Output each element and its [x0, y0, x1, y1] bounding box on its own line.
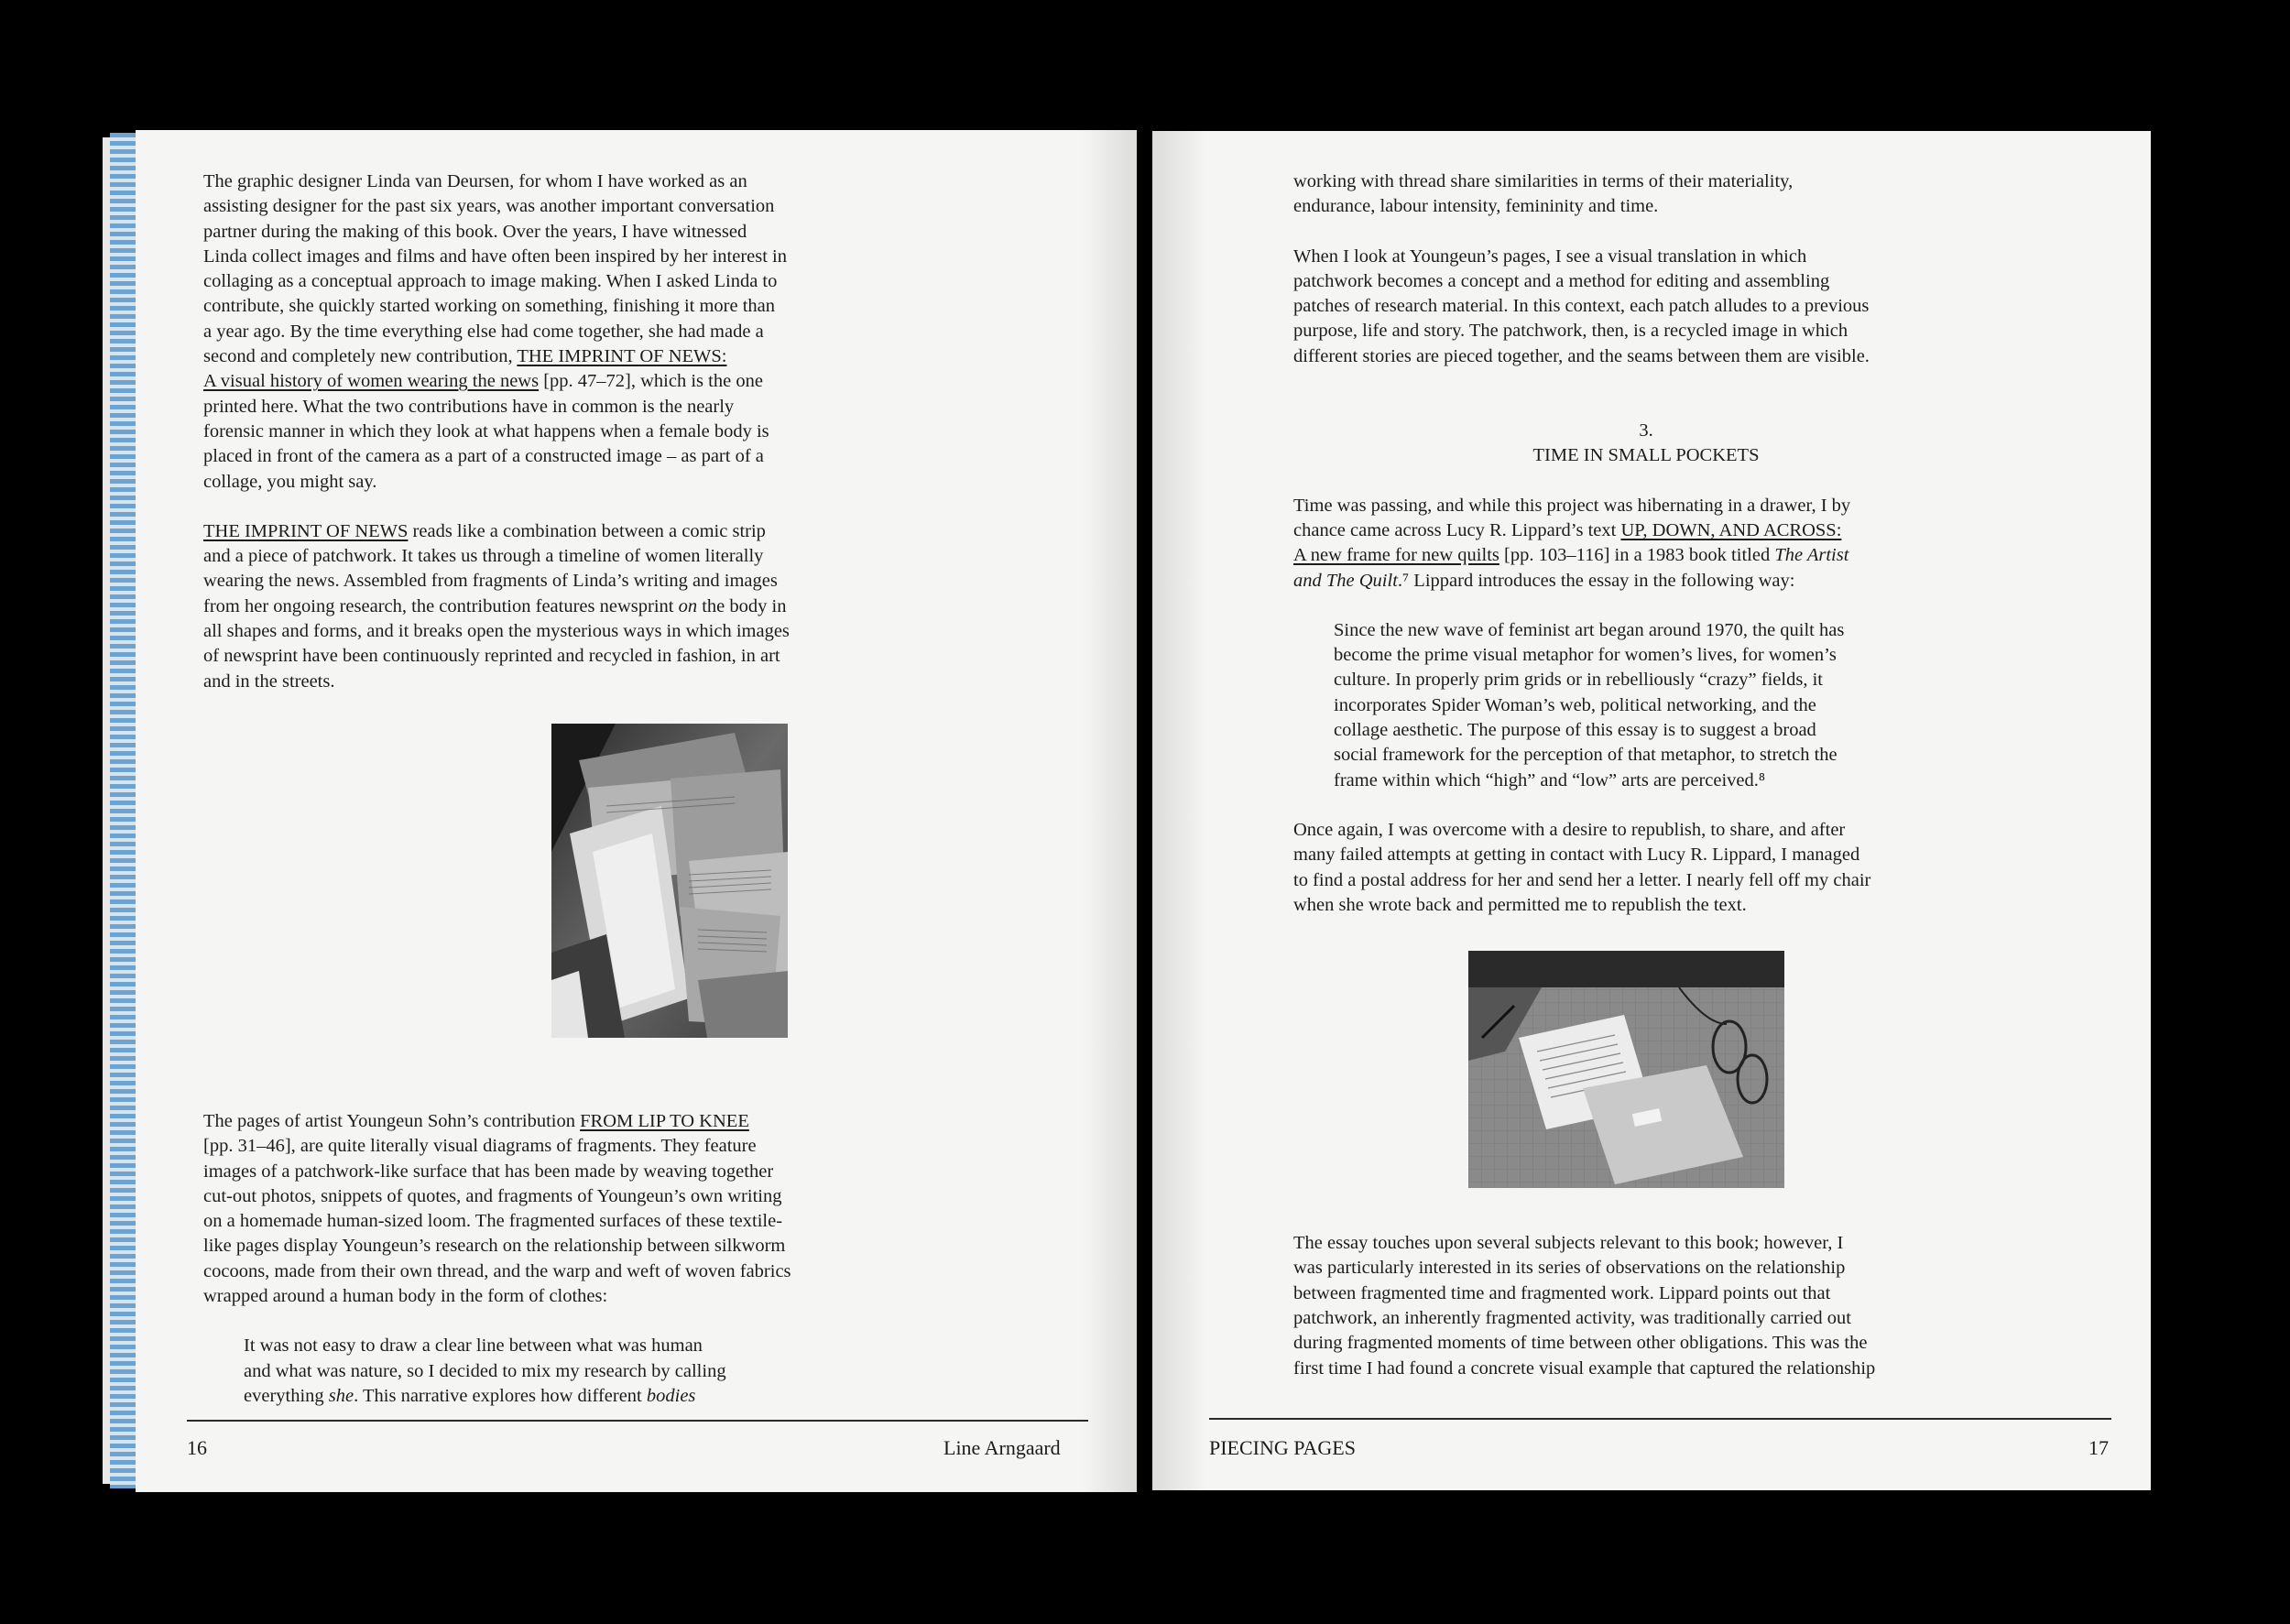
text-run: [pp. 31–46], are quite literally visual diagrams of fragments. They feature images of a patchwork-like surface that has been made by weaving together cut-out photos, snippets of quotes, and fragments of Youngeun’s own writing on a homemade human-sized loom. The fragmented surfaces of these textile- like pages display Youngeun’s research on the relationship between silkworm cocoons, made from their own thread, and the warp and weft of woven fabrics wrapped around a human body in the form of clothes:	[203, 1136, 791, 1307]
left-block-quote	[203, 1334, 1009, 1409]
footer-rule-left	[187, 1420, 1088, 1422]
newspaper-collage-photo	[551, 724, 788, 1038]
spacer	[1293, 793, 1999, 818]
spacer	[1293, 594, 1999, 618]
spacer	[1293, 469, 1999, 494]
text-run: Time was passing, and while this project was hibernating in a drawer, I by chance came across Lucy R. Lippard’s text	[1293, 495, 1851, 540]
author-name: Line Arngaard	[943, 1436, 1061, 1459]
spacer	[1293, 220, 1999, 245]
text-run: working with thread share similarities in terms of their materiality, endurance, labour intensity, femininity and time.	[1293, 171, 1794, 217]
spine-shadow-left	[1082, 130, 1137, 1492]
text-run: [pp. 103–116] in a 1983 book titled	[1499, 545, 1775, 566]
text-run: The essay touches upon several subjects relevant to this book; however, I was particularly interested in its series of observations on the relationship between fragmented time and fragmented work. Lippard points out that patchwork, an inherently fragmented activity, was traditionally carried out during fragmented moments of time between other obligations. This was the first time I had found a concrete visual example that captured the relationship	[1293, 1233, 1876, 1379]
text-run: . This narrative explores how different	[354, 1385, 647, 1406]
letter-on-desk-image	[1468, 951, 1784, 1188]
left-paragraph-1	[203, 169, 1009, 495]
section-number: 3.	[1639, 420, 1653, 441]
section-title: TIME IN SMALL POCKETS	[1532, 445, 1760, 466]
right-block-quote	[1293, 618, 1999, 793]
text-run: the body in all shapes and forms, and it breaks open the mysterious ways in which images of newsprint have been continuously reprinted and recycled in fashion, in art and in the streets.	[203, 595, 790, 692]
text-run: It was not easy to draw a clear line between what was human and what was nature, so I decided to mix my research by calling everything	[244, 1335, 726, 1406]
text-run: [pp. 47–72], which is the one printed here. What the two contributions have in common is the nearly forensic manner in which they look at what happens when a female body is placed in front of the camera as a part of a constructed image – as part of a collage, you might say.	[203, 371, 769, 492]
underlined-reference: THE IMPRINT OF NEWS	[203, 520, 409, 541]
right-body-text	[1293, 169, 1999, 1381]
italic-text: The Artist and The Quilt	[1293, 545, 1849, 591]
page-number-right: 17	[2088, 1436, 2109, 1459]
text-run: When I look at Youngeun’s pages, I see a visual translation in which patchwork becomes a concept and a method for editing and assembling patches of research material. In this context, each patch alludes to a previous purpose, life and story. The patchwork, then, is a recycled image in which different stories are pieced together, and the seams between them are visible.	[1293, 245, 1870, 366]
spacer	[203, 1309, 1009, 1334]
text-run: The graphic designer Linda van Deursen, for whom I have worked as an assisting designer for the past six years, was another important conversation partner during the making of this book. Over the years, I have witnessed Linda collect images and films and have often been inspired by her interest in collaging as a conceptual approach to image making. When I asked Linda to contribute, she quickly started working on something, finishing it more than a year ago. By the time everything else had come together, she had made a second and completely new contribution,	[203, 171, 788, 367]
newspaper-collage-image	[551, 724, 788, 1038]
spacer	[1293, 369, 1999, 419]
italic-text: she	[328, 1385, 354, 1406]
italic-text: on	[678, 595, 698, 616]
right-paragraph-3	[1293, 494, 1999, 594]
footer-rule-right	[1209, 1418, 2111, 1420]
left-paragraph-3	[203, 1109, 1009, 1309]
right-paragraph-5	[1293, 1231, 1999, 1381]
text-run: .⁷ Lippard introduces the essay in the following way:	[1397, 570, 1795, 591]
page-edge-pattern	[110, 133, 137, 1488]
page-number-left: 16	[187, 1436, 207, 1459]
underlined-reference: FROM LIP TO KNEE	[580, 1110, 749, 1131]
spacer	[203, 495, 1009, 519]
text-run: The pages of artist Youngeun Sohn’s contribution	[203, 1110, 581, 1131]
right-paragraph-2	[1293, 245, 1999, 369]
page-edges	[103, 137, 110, 1484]
italic-text: bodies	[646, 1385, 696, 1406]
left-paragraph-2	[203, 519, 1009, 694]
spine-shadow-right	[1152, 131, 1207, 1490]
underlined-reference: UP, DOWN, AND ACROSS: A new frame for new quilts	[1293, 519, 1842, 566]
letter-on-desk-photo	[1468, 951, 1784, 1188]
right-paragraph-1	[1293, 169, 1999, 220]
underlined-reference: THE IMPRINT OF NEWS: A visual history of women wearing the news	[203, 346, 727, 392]
right-paragraph-4	[1293, 818, 1999, 918]
book-title: PIECING PAGES	[1209, 1436, 1356, 1459]
text-run: reads like a combination between a comic strip and a piece of patchwork. It takes us through a timeline of women literally wearing the news. Assembled from fragments of Linda’s writing and images from her ongoing research, the contribution features newsprint	[203, 520, 778, 616]
text-run: Once again, I was overcome with a desire to republish, to share, and after many failed attempts at getting in contact with Lucy R. Lippard, I managed to find a postal address for her and send her a letter. I nearly fell off my chair when she wrote back and permitted me to republish the text.	[1293, 819, 1871, 915]
text-run: Since the new wave of feminist art began around 1970, the quilt has become the prime visual metaphor for women’s lives, for women’s culture. In properly prim grids or in rebelliously “crazy” fields, it incorporates Spider Woman’s web, political networking, and the collage aesthetic. The purpose of this essay is to suggest a broad social framework for the perception of that metaphor, to stretch the frame within which “high” and “low” arts are perceived.⁸	[1334, 619, 1845, 790]
